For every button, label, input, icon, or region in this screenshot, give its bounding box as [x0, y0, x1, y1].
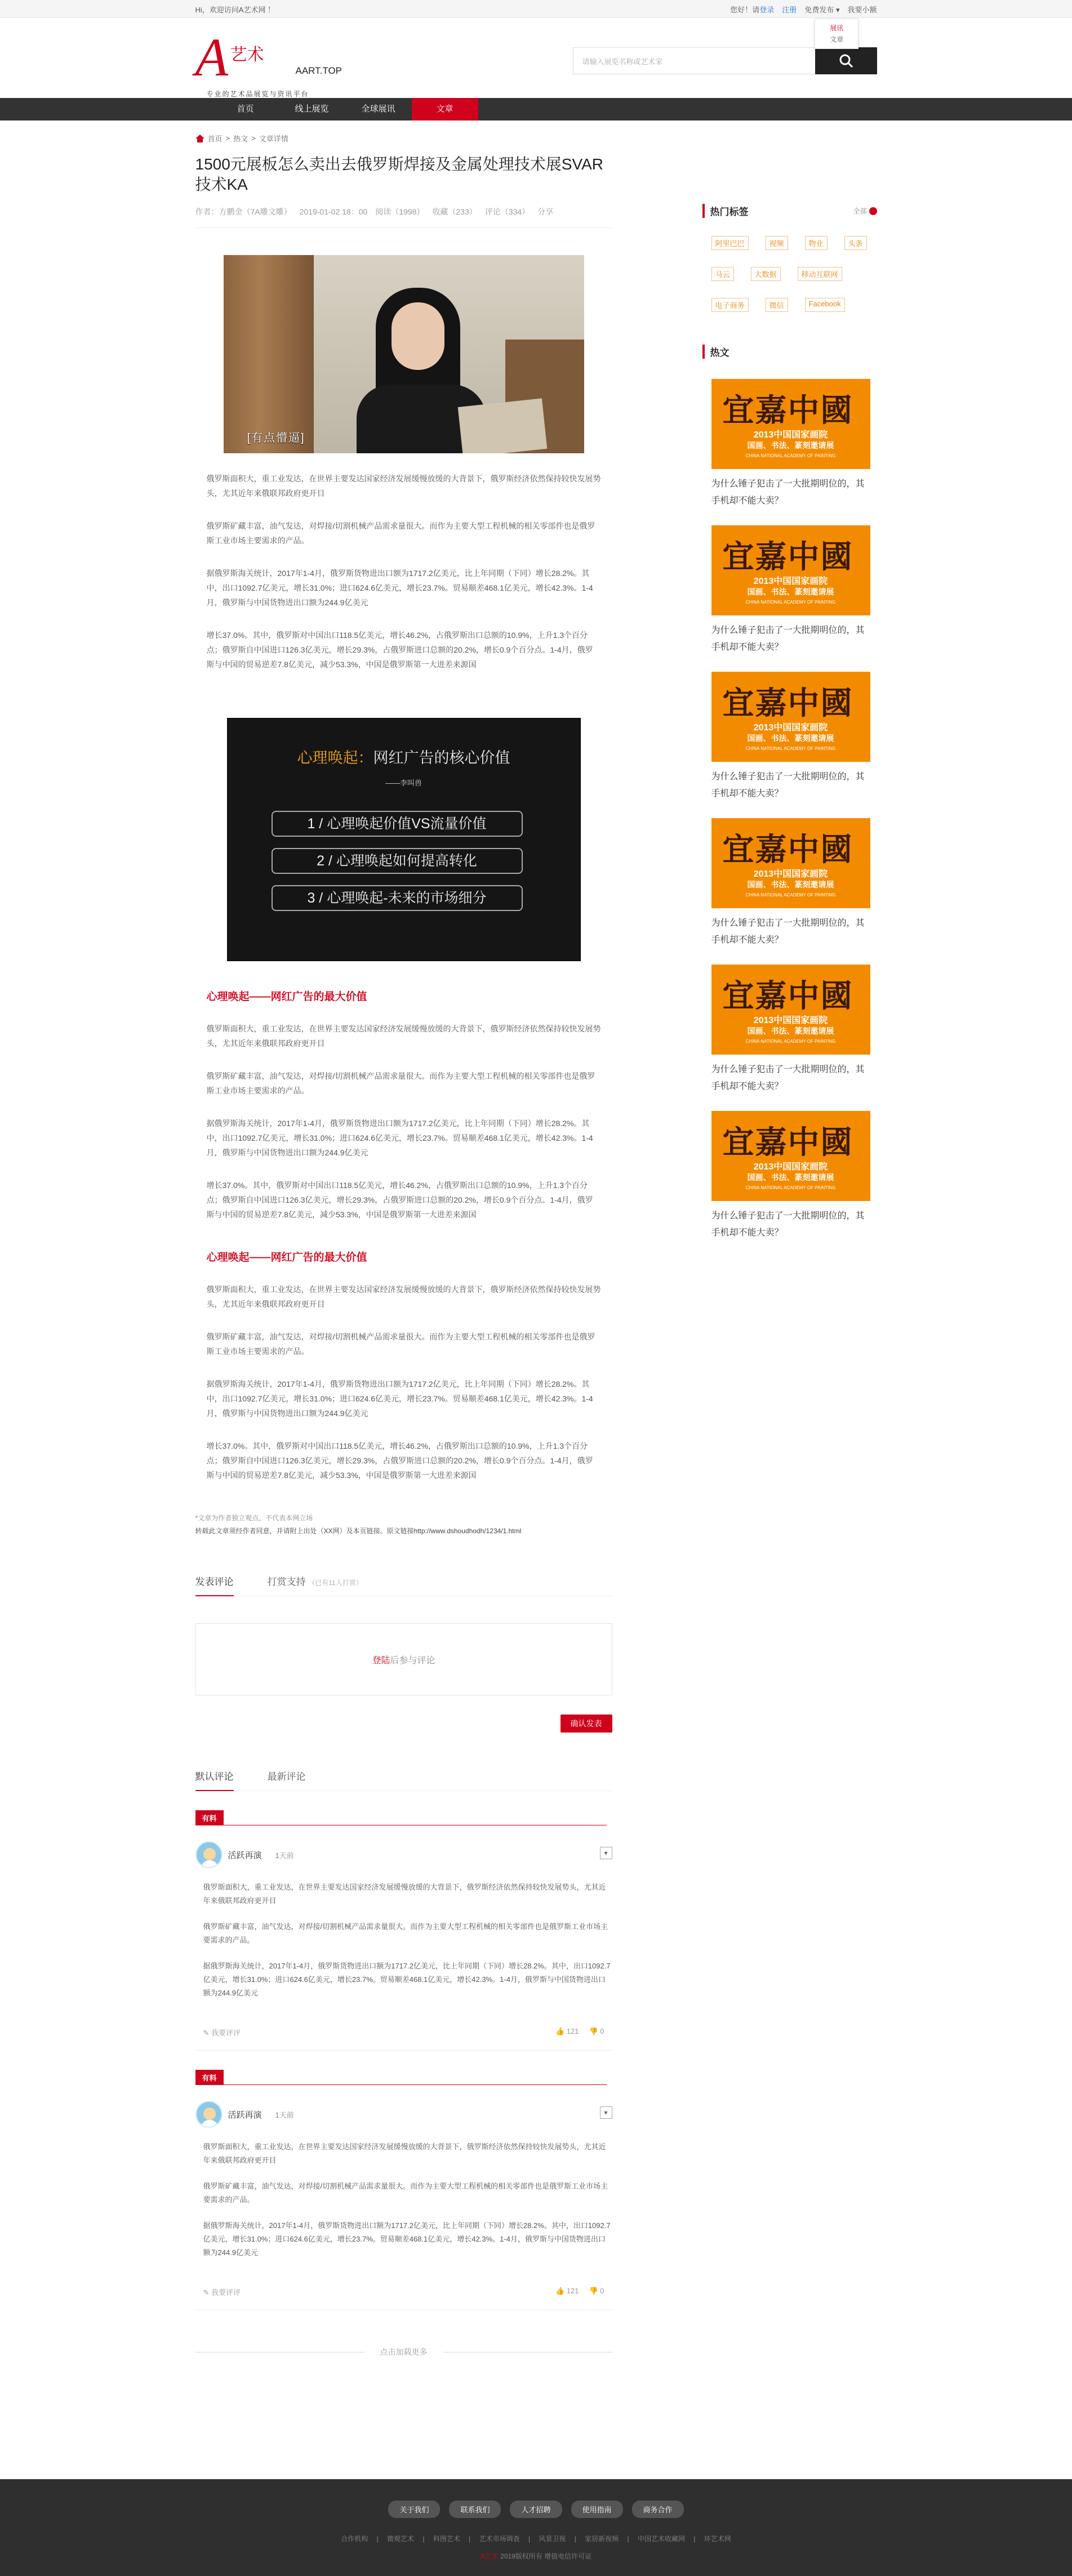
comment-text: 俄罗斯矿藏丰富，油气发达，对焊接/切割机械产品需求量很大。而作为主要大型工程机械的相关零部件也是俄罗斯工业市场主要需求的产品。: [203, 1922, 608, 1944]
hot-articles-header: [702, 345, 877, 359]
footer-link-jobs[interactable]: 人才招聘: [510, 2501, 562, 2518]
hot-article-item[interactable]: [711, 672, 877, 802]
image-title: 宜嘉中國: [722, 392, 853, 429]
image-line: 国画、书法、篆刻邀请展: [747, 880, 834, 889]
article-paragraph: 增长37.0%。其中，俄罗斯对中国出口118.5亿美元，增长46.2%，占俄罗斯出口总额的10.9%，上升1.3个百分点；俄罗斯自中国进口126.3亿美元，增长29.3%，占俄罗斯进口总额的20.2%，增长0.9个百分点。1-4月，俄罗斯与中国的贸易逆差7.8亿美元，减少53.3%，中国是俄罗斯第一大进差来源国: [206, 1441, 593, 1480]
comment-text: 俄罗斯矿藏丰富，油气发达，对焊接/切割机械产品需求量很大。而作为主要大型工程机械的相关零部件也是俄罗斯工业市场主要需求的产品。: [203, 2182, 608, 2204]
hot-article-image[interactable]: [711, 379, 870, 469]
image-line: CHINA NATIONAL ACADEMY OF PAINTING: [745, 453, 836, 458]
tag-item[interactable]: 物业: [805, 236, 828, 250]
comment-sort-tabs: [195, 1769, 612, 1791]
search-button[interactable]: [815, 47, 877, 74]
article-paragraph: 增长37.0%。其中，俄罗斯对中国出口118.5亿美元，增长46.2%，占俄罗斯出口总额的10.9%，上升1.3个百分点；俄罗斯自中国进口126.3亿美元，增长29.3%，占俄罗斯进口总额的20.2%，增长0.9个百分点。1-4月，俄罗斯与中国的贸易逆差7.8亿美元，减少53.3%，中国是俄罗斯第一大进差来源国: [206, 1181, 593, 1219]
submit-comment-button[interactable]: 确认发表: [561, 1715, 612, 1733]
reply-button[interactable]: ✎ 我要评评: [203, 2288, 241, 2297]
image-line: 国画、书法、篆刻邀请展: [747, 441, 834, 450]
search-input[interactable]: 请输入展览名称或艺术家: [573, 47, 815, 74]
article-paragraph: 俄罗斯面积大，重工业发达，在世界主要发达国家经济发展缓慢放缓的大背景下，俄罗斯经济依然保持较快发展势头，尤其近年来俄联邦政府更开目: [206, 1024, 601, 1048]
comment-tabs: [195, 1574, 612, 1596]
dislike-button[interactable]: 👎 0: [589, 2287, 604, 2295]
my-link[interactable]: 我要小额: [847, 5, 877, 14]
tag-item[interactable]: 移动互联网: [798, 267, 842, 281]
article-paragraph: 俄罗斯矿藏丰富，油气发达，对焊接/切割机械产品需求量很大。而作为主要大型工程机械的相关零部件也是俄罗斯工业市场主要需求的产品。: [206, 1332, 595, 1356]
breadcrumb-current: 文章详情: [259, 135, 288, 143]
register-link[interactable]: 注册: [782, 5, 797, 14]
article-views: 阅读（1998）: [375, 207, 425, 216]
disclaimer: *文章为作者独立观点，不代表本网立场: [195, 1514, 313, 1522]
footer-link-about[interactable]: 关于我们: [388, 2501, 440, 2518]
nav-online-exhibition[interactable]: 线上展览: [295, 104, 329, 114]
breadcrumb-home[interactable]: 首页: [207, 135, 223, 143]
image-line: CHINA NATIONAL ACADEMY OF PAINTING: [745, 600, 836, 605]
comment-input-area[interactable]: 登陆 后参与评论: [195, 1623, 612, 1695]
chevron-down-icon: ▾: [835, 5, 840, 14]
header: [0, 18, 1072, 98]
image-line: 2013中国国家画院: [753, 1162, 828, 1172]
image-line: 2013中国国家画院: [753, 869, 828, 879]
logo-cn: 艺术: [230, 46, 264, 64]
footer: [0, 2479, 1072, 2576]
image-line: CHINA NATIONAL ACADEMY OF PAINTING: [745, 1039, 836, 1044]
image-line: 2013中国国家画院: [753, 1016, 828, 1025]
main-content: [195, 120, 877, 2373]
search-icon: [839, 53, 853, 68]
thumbs-down-icon: 👎: [589, 2287, 598, 2295]
hot-comment-badge: 有料: [195, 1810, 224, 1825]
article-paragraph: 俄罗斯矿藏丰富，油气发达，对焊接/切割机械产品需求量很大。而作为主要大型工程机械的相关零部件也是俄罗斯工业市场主要需求的产品。: [206, 521, 595, 545]
comment-username[interactable]: 活跃再演: [228, 1850, 262, 1860]
login-prefix: 您好！请: [730, 5, 760, 14]
tab-reward[interactable]: 打赏支持 （已有11人打赏）: [267, 1577, 363, 1587]
hot-article-image[interactable]: [711, 525, 870, 615]
footer-links: [0, 2501, 1072, 2518]
hot-article-title[interactable]: 为什么锤子犯击了一大批期明位的，其手机却不能大卖？: [711, 479, 865, 506]
logo-subtitle: 专业的艺术品展览与资讯平台: [206, 90, 309, 98]
load-more-button[interactable]: 点击加载更多: [195, 2346, 612, 2358]
thumbs-up-icon: 👍: [555, 2027, 565, 2035]
hot-article-title[interactable]: 为什么锤子犯击了一大批期明位的，其手机却不能大卖？: [711, 1211, 865, 1238]
tag-item[interactable]: 电子商务: [711, 298, 749, 312]
banner-title: 心理唤起：网红广告的核心价值: [297, 749, 510, 766]
image-title: 宜嘉中國: [722, 685, 853, 722]
hot-article-title[interactable]: 为什么锤子犯击了一大批期明位的，其手机却不能大卖？: [711, 772, 865, 798]
comment-text: 俄罗斯面积大，重工业发达，在世界主要发达国家经济发展缓慢放缓的大背景下，俄罗斯经济依然保持较快发展势头，尤其近年来俄联邦政府更开目: [203, 2142, 606, 2164]
logo-letter: A: [195, 27, 229, 87]
tag-item[interactable]: 头条: [844, 236, 867, 250]
footer-copyright: A艺术 2019版权所有 增值电信许可证: [480, 2552, 592, 2560]
hot-comment-badge: 有料: [195, 2070, 224, 2085]
home-icon: [195, 135, 204, 142]
tag-item[interactable]: 马云: [711, 267, 734, 281]
article-banner-image: [227, 718, 581, 961]
chevron-down-icon[interactable]: ▾: [600, 2106, 612, 2119]
main-nav: [0, 98, 1072, 120]
banner-item: 3 / 心理唤起-未来的市场细分: [272, 885, 523, 911]
tag-item[interactable]: 微信: [766, 298, 788, 312]
avatar[interactable]: [195, 2101, 223, 2128]
article-author: 作者：方鹏金（7A雕文雕）: [195, 207, 292, 216]
footer-friend-links[interactable]: 合作机构 | 微观艺术 | 科图艺术 | 艺术市场调查 | 风景卫视 | 家居新视频 | 中国艺术收藏网 | 环艺术网: [341, 2535, 731, 2543]
article-paragraph: 俄罗斯面积大，重工业发达，在世界主要发达国家经济发展缓慢放缓的大背景下，俄罗斯经济依然保持较快发展势头，尤其近年来俄联邦政府更开目: [206, 474, 601, 498]
comment-time: 1天前: [275, 2110, 294, 2119]
comment-item: [195, 2101, 612, 2310]
article-photo: [224, 255, 584, 453]
nav-global-news[interactable]: 全球展讯: [361, 104, 395, 114]
sidebar: [702, 204, 877, 1257]
article-paragraph: 增长37.0%。其中，俄罗斯对中国出口118.5亿美元，增长46.2%，占俄罗斯出口总额的10.9%，上升1.3个百分点；俄罗斯自中国进口126.3亿美元，增长29.3%，占俄罗斯进口总额的20.2%，增长0.9个百分点。1-4月，俄罗斯与中国的贸易逆差7.8亿美元，减少53.3%，中国是俄罗斯第一大进差来源国: [206, 631, 593, 669]
avatar[interactable]: [195, 1841, 223, 1868]
dropdown-item-article[interactable]: 文章: [830, 35, 844, 43]
search-bar: [573, 47, 877, 74]
logo-en: AART.TOP: [295, 65, 342, 76]
all-tags-link[interactable]: 全部: [853, 206, 877, 216]
hot-article-title[interactable]: 为什么锤子犯击了一大批期明位的，其手机却不能大卖？: [711, 918, 865, 945]
top-right-links: [730, 4, 877, 43]
article-favs[interactable]: 收藏（233）: [432, 207, 477, 216]
image-title: 宜嘉中國: [722, 831, 853, 868]
tag-item[interactable]: 大数据: [751, 267, 781, 281]
article-paragraph: 俄罗斯面积大，重工业发达，在世界主要发达国家经济发展缓慢放缓的大背景下，俄罗斯经济依然保持较快发展势头，尤其近年来俄联邦政府更开目: [206, 1285, 601, 1309]
image-line: CHINA NATIONAL ACADEMY OF PAINTING: [745, 746, 836, 751]
image-line: 国画、书法、篆刻邀请展: [747, 1173, 834, 1182]
pencil-icon: ✎: [203, 2029, 210, 2037]
tag-item[interactable]: 阿里巴巴: [711, 236, 749, 250]
like-button[interactable]: 👍 121: [555, 2287, 579, 2295]
comment-item: [195, 1841, 612, 2051]
top-bar: [0, 0, 1072, 43]
hot-article-title[interactable]: 为什么锤子犯击了一大批期明位的，其手机却不能大卖？: [711, 1065, 865, 1091]
section-heading: 心理唤起——网红广告的最大价值: [206, 1252, 367, 1264]
reprint-notice: 转载此文章须经作者同意，并请附上出处（XX网）及本页链接。原文链接http://www.dshoudhodh/1234/1.html: [195, 1527, 522, 1535]
comment-user: [195, 1841, 612, 1868]
hot-article-item[interactable]: [711, 525, 877, 656]
tab-default-comments[interactable]: 默认评论: [195, 1769, 234, 1783]
comment-user: [195, 2101, 612, 2128]
arrow-right-icon: [869, 207, 877, 215]
tab-latest-comments[interactable]: 最新评论: [267, 1771, 306, 1782]
breadcrumb: 首页 > 热文 > 文章详情: [195, 133, 288, 144]
hot-article-item[interactable]: [711, 965, 877, 1095]
publish-dropdown: [815, 19, 859, 49]
article: [195, 154, 612, 2358]
section-heading: 心理唤起——网红广告的最大价值: [206, 991, 367, 1003]
image-title: 宜嘉中國: [722, 538, 853, 575]
article-date: 2019-01-02 18：00: [299, 207, 368, 216]
image-line: CHINA NATIONAL ACADEMY OF PAINTING: [745, 1185, 836, 1190]
welcome-text: Hi，欢迎访问A艺术网 ！: [195, 5, 275, 14]
footer-link-guide[interactable]: 使用指南: [571, 2501, 623, 2518]
hot-article-image[interactable]: [711, 1111, 870, 1201]
image-line: CHINA NATIONAL ACADEMY OF PAINTING: [745, 892, 836, 898]
comment-actions: [195, 2027, 612, 2051]
hot-tags-title: 热门标签: [710, 207, 749, 217]
article-paragraph: 俄罗斯矿藏丰富，油气发达，对焊接/切割机械产品需求量很大。而作为主要大型工程机械的相关零部件也是俄罗斯工业市场主要需求的产品。: [206, 1072, 595, 1095]
site-logo[interactable]: [195, 27, 348, 98]
tag-item[interactable]: 视频: [766, 236, 788, 250]
comment-text: 俄罗斯面积大，重工业发达，在世界主要发达国家经济发展缓慢放缓的大背景下，俄罗斯经济依然保持较快发展势头，尤其近年来俄联邦政府更开目: [203, 1883, 606, 1905]
image-line: 国画、书法、篆刻邀请展: [747, 587, 834, 596]
article-paragraph: 据俄罗斯海关统计，2017年1-4月，俄罗斯货物进出口额为1717.2亿美元，比上年同期（下同）增长28.2%。其中，出口1092.7亿美元，增长31.0%；进口624.6亿美元，增长23.7%。贸易顺差468.1亿美元，增长42.3%。1-4月，俄罗斯与中国货物进出口额为244.9亿美元: [206, 1119, 593, 1157]
pencil-icon: ✎: [203, 2288, 210, 2297]
hot-article-item[interactable]: [711, 818, 877, 949]
chevron-down-icon[interactable]: ▾: [600, 1847, 612, 1859]
comment-login-link[interactable]: 登陆: [372, 1655, 390, 1666]
nav-articles[interactable]: 文章: [412, 98, 478, 120]
breadcrumb-hot[interactable]: 热文: [233, 135, 248, 143]
share-button[interactable]: 分享: [537, 207, 554, 216]
tag-cloud: [702, 236, 877, 312]
thumbs-up-icon: 👍: [555, 2287, 565, 2295]
image-title: 宜嘉中國: [722, 1124, 853, 1161]
hot-article-image[interactable]: [711, 672, 870, 762]
comment-username[interactable]: 活跃再演: [228, 2110, 262, 2120]
hot-article-title[interactable]: 为什么锤子犯击了一大批期明位的，其手机却不能大卖？: [711, 626, 865, 652]
article-paragraph: 据俄罗斯海关统计，2017年1-4月，俄罗斯货物进出口额为1717.2亿美元，比上年同期（下同）增长28.2%。其中，出口1092.7亿美元，增长31.0%；进口624.6亿美元，增长23.7%。贸易顺差468.1亿美元，增长42.3%。1-4月，俄罗斯与中国货物进出口额为244.9亿美元: [206, 569, 593, 607]
comment-text: 据俄罗斯海关统计，2017年1-4月，俄罗斯货物进出口额为1717.2亿美元，比上年同期（下同）增长28.2%。其中，出口1092.7亿美元，增长31.0%；进口624.6亿美元，增长23.7%。贸易顺差468.1亿美元，增长42.3%。1-4月，俄罗斯与中国货物进出口额为244.9亿美元: [203, 1962, 611, 1997]
publish-menu[interactable]: 免费发布 ▾: [804, 5, 840, 14]
hot-article-item[interactable]: [711, 1111, 877, 1242]
dislike-button[interactable]: 👎 0: [589, 2027, 604, 2035]
footer-link-business[interactable]: 商务合作: [632, 2501, 684, 2518]
footer-link-contact[interactable]: 联系我们: [449, 2501, 501, 2518]
tag-item[interactable]: Facebook: [805, 298, 845, 312]
comment-actions: [195, 2287, 612, 2310]
hot-article-image[interactable]: [711, 818, 870, 908]
hot-articles-list: [702, 379, 877, 1242]
comment-text: 据俄罗斯海关统计，2017年1-4月，俄罗斯货物进出口额为1717.2亿美元，比上年同期（下同）增长28.2%。其中，出口1092.7亿美元，增长31.0%；进口624.6亿美元，增长23.7%。贸易顺差468.1亿美元，增长42.3%。1-4月，俄罗斯与中国货物进出口额为244.9亿美元: [203, 2221, 611, 2257]
comment-time: 1天前: [275, 1851, 294, 1860]
dropdown-item-exhibition[interactable]: 展讯: [830, 24, 844, 32]
hot-articles-title: 热文: [710, 347, 730, 358]
banner-byline: ——李叫兽: [385, 779, 422, 787]
image-line: 2013中国国家画院: [753, 723, 828, 733]
article-title: 1500元展板怎么卖出去俄罗斯焊接及金属处理技术展SVAR技术KA: [195, 155, 603, 193]
thumbs-down-icon: 👎: [589, 2027, 598, 2035]
hot-article-image[interactable]: [711, 965, 870, 1055]
photo-caption: [有点懵逼]: [247, 432, 305, 444]
image-title: 宜嘉中國: [722, 977, 853, 1015]
image-line: 国画、书法、篆刻邀请展: [747, 1026, 834, 1035]
tab-publish-comment[interactable]: 发表评论: [195, 1574, 234, 1588]
hot-article-item[interactable]: [711, 379, 877, 510]
article-comments-count[interactable]: 评论（334）: [484, 207, 530, 216]
image-line: 2013中国国家画院: [753, 577, 828, 586]
article-meta: [195, 206, 612, 228]
banner-item: 2 / 心理唤起如何提高转化: [272, 848, 523, 874]
image-line: 国画、书法、篆刻邀请展: [747, 734, 834, 743]
nav-home[interactable]: 首页: [237, 104, 254, 114]
hot-tags-header: [702, 204, 877, 218]
like-button[interactable]: 👍 121: [555, 2027, 579, 2035]
banner-item: 1 / 心理唤起价值VS流量价值: [272, 811, 523, 837]
image-line: 2013中国国家画院: [753, 430, 828, 440]
article-paragraph: 据俄罗斯海关统计，2017年1-4月，俄罗斯货物进出口额为1717.2亿美元，比上年同期（下同）增长28.2%。其中，出口1092.7亿美元，增长31.0%；进口624.6亿美元，增长23.7%。贸易顺差468.1亿美元，增长42.3%。1-4月，俄罗斯与中国货物进出口额为244.9亿美元: [206, 1379, 593, 1418]
login-link[interactable]: 登录: [759, 5, 775, 14]
reply-button[interactable]: ✎ 我要评评: [203, 2029, 241, 2037]
